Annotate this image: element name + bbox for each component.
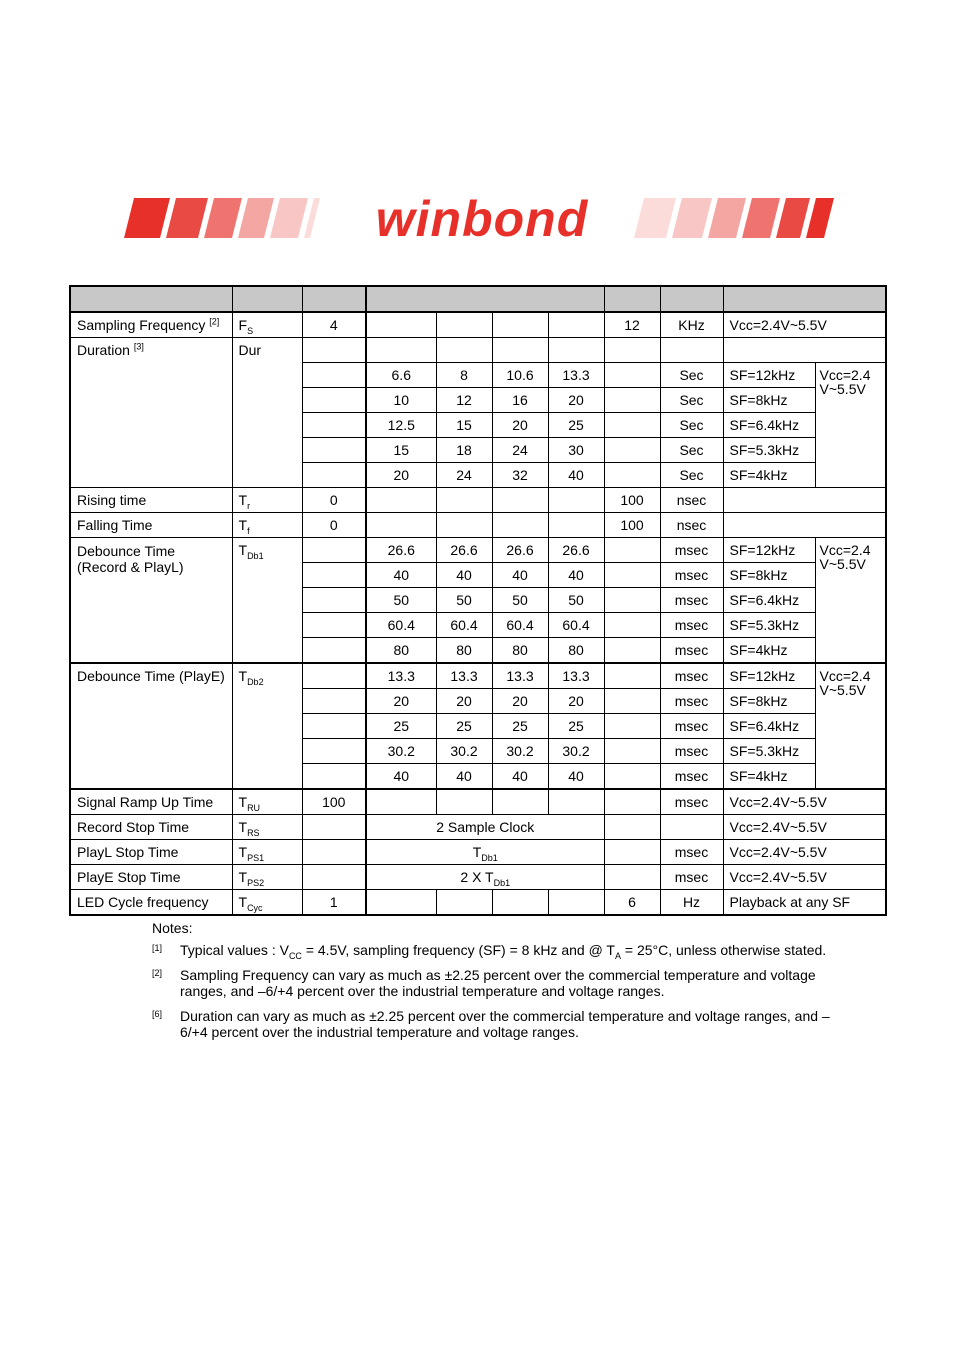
- unit-cell: msec: [660, 840, 723, 865]
- typ-cell: 30.2: [492, 739, 548, 764]
- condition-cell: SF=6.4kHz: [723, 588, 815, 613]
- notes-section: [152, 920, 842, 1049]
- min-cell: 0: [302, 513, 366, 538]
- table-row: [70, 488, 886, 513]
- typ-cell: 30.2: [548, 739, 604, 764]
- unit-cell: Sec: [660, 388, 723, 413]
- typ-cell: 40: [492, 563, 548, 588]
- typ-cell: 26.6: [366, 538, 436, 563]
- typ-cell: 30.2: [436, 739, 492, 764]
- typ-cell: 30: [548, 438, 604, 463]
- max-cell: 6: [604, 890, 660, 916]
- condition-cell: SF=4kHz: [723, 764, 815, 790]
- min-cell: 4: [302, 312, 366, 338]
- typ-cell: 40: [366, 563, 436, 588]
- table-row: [70, 890, 886, 916]
- typ-cell: 40: [492, 764, 548, 790]
- typ-cell: 60.4: [366, 613, 436, 638]
- typ-cell: 13.3: [548, 363, 604, 388]
- condition-cell: SF=8kHz: [723, 563, 815, 588]
- logo-stripes-right: [634, 198, 834, 238]
- condition-cell: SF=4kHz: [723, 463, 815, 488]
- typ-cell: [436, 312, 492, 338]
- table-row: [70, 815, 886, 840]
- note-3: [152, 1008, 842, 1040]
- typ-cell: 20: [492, 413, 548, 438]
- max-cell: 100: [604, 488, 660, 513]
- typ-cell: 13.3: [492, 663, 548, 689]
- typ-cell: 50: [436, 588, 492, 613]
- group-condition-cell: Vcc=2.4 V~5.5V: [815, 363, 886, 488]
- condition-cell: SF=12kHz: [723, 663, 815, 689]
- typ-cell: 26.6: [548, 538, 604, 563]
- typ-cell: 80: [548, 638, 604, 664]
- spec-table: [69, 285, 887, 916]
- typ-cell: 25: [548, 714, 604, 739]
- max-cell: 12: [604, 312, 660, 338]
- condition-cell: SF=8kHz: [723, 689, 815, 714]
- typ-cell: 50: [366, 588, 436, 613]
- unit-cell: msec: [660, 613, 723, 638]
- typ-span-cell: 2 X $T_{Db1}$: [366, 865, 604, 890]
- typ-cell: 12.5: [366, 413, 436, 438]
- symbol-cell: $T_f$: [232, 513, 302, 538]
- typ-cell: 40: [548, 563, 604, 588]
- table-row: [70, 538, 886, 563]
- symbol-cell: $T_{PS1}$: [232, 840, 302, 865]
- symbol-cell: Dur: [232, 338, 302, 488]
- symbol-cell: $T_r$: [232, 488, 302, 513]
- condition-cell: Playback at any SF: [723, 890, 886, 916]
- typ-cell: [366, 312, 436, 338]
- typ-cell: 60.4: [492, 613, 548, 638]
- table-header-row: [70, 286, 886, 312]
- condition-cell: SF=5.3kHz: [723, 613, 815, 638]
- unit-cell: KHz: [660, 312, 723, 338]
- typ-cell: 12: [436, 388, 492, 413]
- typ-cell: 40: [366, 764, 436, 790]
- typ-cell: 16: [492, 388, 548, 413]
- condition-cell: Vcc=2.4V~5.5V: [723, 815, 886, 840]
- unit-cell: Sec: [660, 463, 723, 488]
- param-cell: Rising time: [70, 488, 232, 513]
- typ-cell: 13.3: [436, 663, 492, 689]
- param-cell: Signal Ramp Up Time: [70, 789, 232, 815]
- logo-text: winbond: [375, 196, 589, 246]
- unit-cell: Sec: [660, 413, 723, 438]
- typ-cell: 6.6: [366, 363, 436, 388]
- group-condition-cell: Vcc=2.4 V~5.5V: [815, 663, 886, 789]
- typ-cell: 20: [548, 689, 604, 714]
- param-cell: PlayE Stop Time: [70, 865, 232, 890]
- table-row: [70, 789, 886, 815]
- unit-cell: Sec: [660, 363, 723, 388]
- typ-cell: 40: [436, 764, 492, 790]
- notes-title: Notes:: [152, 920, 193, 936]
- typ-cell: 32: [492, 463, 548, 488]
- note-ref: [2]: [152, 968, 163, 978]
- typ-cell: 40: [436, 563, 492, 588]
- typ-cell: 10: [366, 388, 436, 413]
- note-ref: [6]: [152, 1009, 163, 1019]
- typ-cell: 40: [548, 764, 604, 790]
- symbol-cell: $T_{PS2}$: [232, 865, 302, 890]
- typ-cell: 25: [366, 714, 436, 739]
- param-cell: Debounce Time (Record & PlayL): [70, 538, 232, 664]
- condition-cell: SF=6.4kHz: [723, 413, 815, 438]
- typ-cell: 15: [436, 413, 492, 438]
- param-cell: Sampling Frequency [2]: [70, 312, 232, 338]
- unit-cell: msec: [660, 689, 723, 714]
- symbol-cell: $T_{RU}$: [232, 789, 302, 815]
- typ-span-cell: $T_{Db1}$: [366, 840, 604, 865]
- winbond-logo: [124, 196, 834, 246]
- typ-cell: 40: [548, 463, 604, 488]
- symbol-cell: $F_S$: [232, 312, 302, 338]
- condition-cell: SF=6.4kHz: [723, 714, 815, 739]
- min-cell: 100: [302, 789, 366, 815]
- table-row: [70, 513, 886, 538]
- typ-cell: 26.6: [492, 538, 548, 563]
- table-row: [70, 312, 886, 338]
- condition-cell: Vcc=2.4V~5.5V: [723, 865, 886, 890]
- symbol-cell: $T_{RS}$: [232, 815, 302, 840]
- unit-cell: msec: [660, 789, 723, 815]
- typ-cell: 20: [436, 689, 492, 714]
- unit-cell: msec: [660, 739, 723, 764]
- param-cell: Record Stop Time: [70, 815, 232, 840]
- condition-cell: SF=5.3kHz: [723, 739, 815, 764]
- unit-cell: msec: [660, 638, 723, 664]
- max-cell: 100: [604, 513, 660, 538]
- typ-cell: 50: [492, 588, 548, 613]
- condition-cell: Vcc=2.4V~5.5V: [723, 312, 886, 338]
- unit-cell: msec: [660, 663, 723, 689]
- note-1: [152, 942, 842, 961]
- note-ref: [1]: [152, 943, 163, 953]
- typ-cell: 25: [436, 714, 492, 739]
- typ-cell: 30.2: [366, 739, 436, 764]
- typ-cell: 10.6: [492, 363, 548, 388]
- unit-cell: msec: [660, 563, 723, 588]
- unit-cell: msec: [660, 714, 723, 739]
- typ-cell: [548, 312, 604, 338]
- symbol-cell: $T_{Cyc}$: [232, 890, 302, 916]
- typ-cell: 25: [548, 413, 604, 438]
- condition-cell: SF=8kHz: [723, 388, 815, 413]
- typ-cell: 18: [436, 438, 492, 463]
- typ-cell: [492, 312, 548, 338]
- typ-cell: 20: [492, 689, 548, 714]
- typ-cell: 60.4: [436, 613, 492, 638]
- min-cell: 1: [302, 890, 366, 916]
- unit-cell: Hz: [660, 890, 723, 916]
- typ-cell: 80: [492, 638, 548, 664]
- param-cell: PlayL Stop Time: [70, 840, 232, 865]
- symbol-cell: $T_{Db1}$: [232, 538, 302, 664]
- typ-cell: 25: [492, 714, 548, 739]
- table-row: [70, 865, 886, 890]
- logo-stripes-left: [124, 198, 320, 238]
- unit-cell: msec: [660, 538, 723, 563]
- note-text: Typical values : $V_{CC} = 4.5V$, sampling frequency (SF) = 8 kHz and @ $T_A = 25^\circ C$, unless otherwise stated.: [180, 942, 827, 961]
- table-row: [70, 663, 886, 689]
- condition-cell: Vcc=2.4V~5.5V: [723, 789, 886, 815]
- condition-cell: SF=5.3kHz: [723, 438, 815, 463]
- param-cell: Duration [3]: [70, 338, 232, 488]
- unit-cell: msec: [660, 588, 723, 613]
- typ-cell: 20: [366, 463, 436, 488]
- param-cell: LED Cycle frequency: [70, 890, 232, 916]
- typ-cell: 15: [366, 438, 436, 463]
- typ-cell: 60.4: [548, 613, 604, 638]
- condition-cell: SF=12kHz: [723, 538, 815, 563]
- unit-cell: msec: [660, 764, 723, 790]
- typ-cell: 20: [548, 388, 604, 413]
- typ-cell: 8: [436, 363, 492, 388]
- typ-span-cell: 2 Sample Clock: [366, 815, 604, 840]
- min-cell: 0: [302, 488, 366, 513]
- table-row: [70, 338, 886, 363]
- typ-cell: 20: [366, 689, 436, 714]
- param-cell: Falling Time: [70, 513, 232, 538]
- condition-cell: SF=4kHz: [723, 638, 815, 664]
- note-text: Duration can vary as much as ±2.25 percent over the commercial temperature and voltage ranges, and –6/+4 percent over the industrial temperature and voltage ranges.: [180, 1008, 830, 1040]
- symbol-cell: $T_{Db2}$: [232, 663, 302, 789]
- condition-cell: SF=12kHz: [723, 363, 815, 388]
- unit-cell: nsec: [660, 488, 723, 513]
- group-condition-cell: Vcc=2.4 V~5.5V: [815, 538, 886, 664]
- unit-cell: nsec: [660, 513, 723, 538]
- typ-cell: 13.3: [548, 663, 604, 689]
- condition-cell: Vcc=2.4V~5.5V: [723, 840, 886, 865]
- typ-cell: 24: [492, 438, 548, 463]
- typ-cell: 80: [436, 638, 492, 664]
- note-text: Sampling Frequency can vary as much as ±2.25 percent over the commercial temperature and voltage ranges, and –6/+4 percent over the industrial temperature and voltage ranges.: [180, 967, 816, 999]
- param-cell: Debounce Time (PlayE): [70, 663, 232, 789]
- typ-cell: 80: [366, 638, 436, 664]
- table-row: [70, 840, 886, 865]
- typ-cell: 50: [548, 588, 604, 613]
- typ-cell: 26.6: [436, 538, 492, 563]
- typ-cell: 13.3: [366, 663, 436, 689]
- typ-cell: 24: [436, 463, 492, 488]
- unit-cell: msec: [660, 865, 723, 890]
- unit-cell: Sec: [660, 438, 723, 463]
- note-2: [152, 967, 842, 999]
